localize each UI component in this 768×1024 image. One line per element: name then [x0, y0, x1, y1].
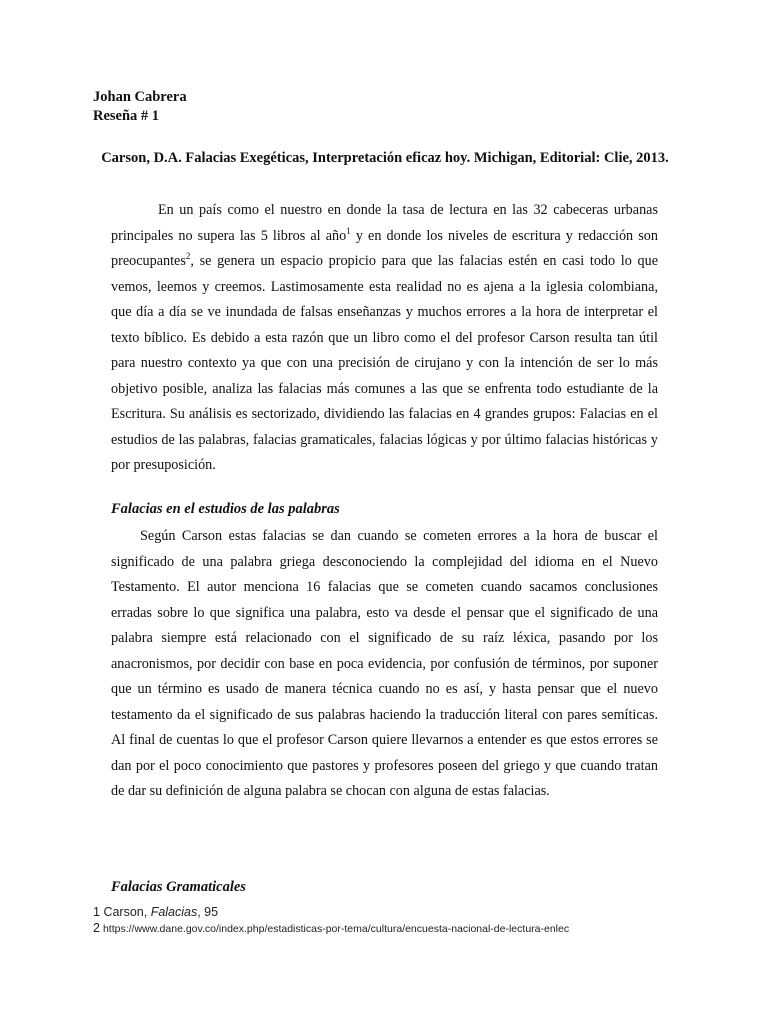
footnote-1-page: , 95 [197, 905, 219, 919]
section-heading-grammatical: Falacias Gramaticales [111, 879, 246, 895]
footnote-2-number: 2 [93, 921, 100, 935]
review-number: Reseña # 1 [93, 108, 160, 124]
footnote-1 [93, 905, 218, 919]
intro-text-part2: y en donde los niveles de escritura y redacción son preocupantes [111, 227, 658, 269]
footnote-ref-2[interactable]: 2 [185, 251, 191, 261]
book-citation: Carson, D.A. Falacias Exegéticas, Interpretación eficaz hoy. Michigan, Editorial: Clie, 2013. [101, 150, 669, 166]
footnote-1-number: 1 [93, 905, 100, 919]
intro-paragraph [111, 198, 658, 479]
footnote-1-title: Falacias [150, 905, 198, 919]
footnote-2-link[interactable]: https://www.dane.gov.co/index.php/estadisticas-por-tema/cultura/encuesta-nacional-de-lectura-enlec [102, 923, 570, 935]
author-name: Johan Cabrera [93, 89, 187, 105]
word-studies-paragraph: Según Carson estas falacias se dan cuando se cometen errores a la hora de buscar el significado de una palabra griega desconociendo la complejidad del idioma en el Nuevo Testamento. El autor menciona 16 falacias que se cometen cuando sacamos conclusiones erradas sobre lo que significa una palabra, esto va desde el pensar que el significado de una palabra siempre está relacionado con el significado de su raíz léxica, pasando por los anacronismos, por decidir con base en poca evidencia, por confusión de términos, por suponer que un término es usado de manera técnica cuando no es así, y hasta pensar que el nuevo testamento da el significado de sus palabras haciendo la traducción literal con pares semíticas. Al final de cuentas lo que el profesor Carson quiere llevarnos a entender es que estos errores se dan por el poco conocimiento que pastores y profesores poseen del griego y que cuando tratan de dar su definición de alguna palabra se chocan con alguna de estas falacias. [111, 528, 658, 799]
footnote-2 [93, 921, 623, 935]
section-heading-word-studies: Falacias en el estudios de las palabras [111, 501, 340, 517]
intro-text-part3: , se genera un espacio propicio para que las falacias estén en casi todo lo que vemos, leemos y creemos. Lastimosamente esta realidad no es ajena a la iglesia colombiana, que día a día se ve inundada de falsas enseñanzas y muchos errores a la hora de interpretar el texto bíblico. Es debido a esta razón que un libro como el del profesor Carson resulta tan útil para nuestro contexto ya que con una precisión de cirujano y con la intención de ser lo más objetivo posible, analiza las falacias más comunes a las que se enfrenta todo estudiante de la Escritura. Su análisis es sectorizado, dividiendo las falacias en 4 grandes grupos: Falacias en el estudios de las palabras, falacias gramaticales, falacias lógicas y por último falacias históricas y por presuposición. [111, 253, 658, 473]
intro-text-part1: En un país como el nuestro en donde la tasa de lectura en las 32 cabeceras urbanas principales no supera las 5 libros al año [111, 202, 658, 244]
author-block [93, 88, 187, 126]
footnote-1-author: Carson, [103, 905, 151, 919]
footnote-ref-1[interactable]: 1 [346, 225, 351, 236]
